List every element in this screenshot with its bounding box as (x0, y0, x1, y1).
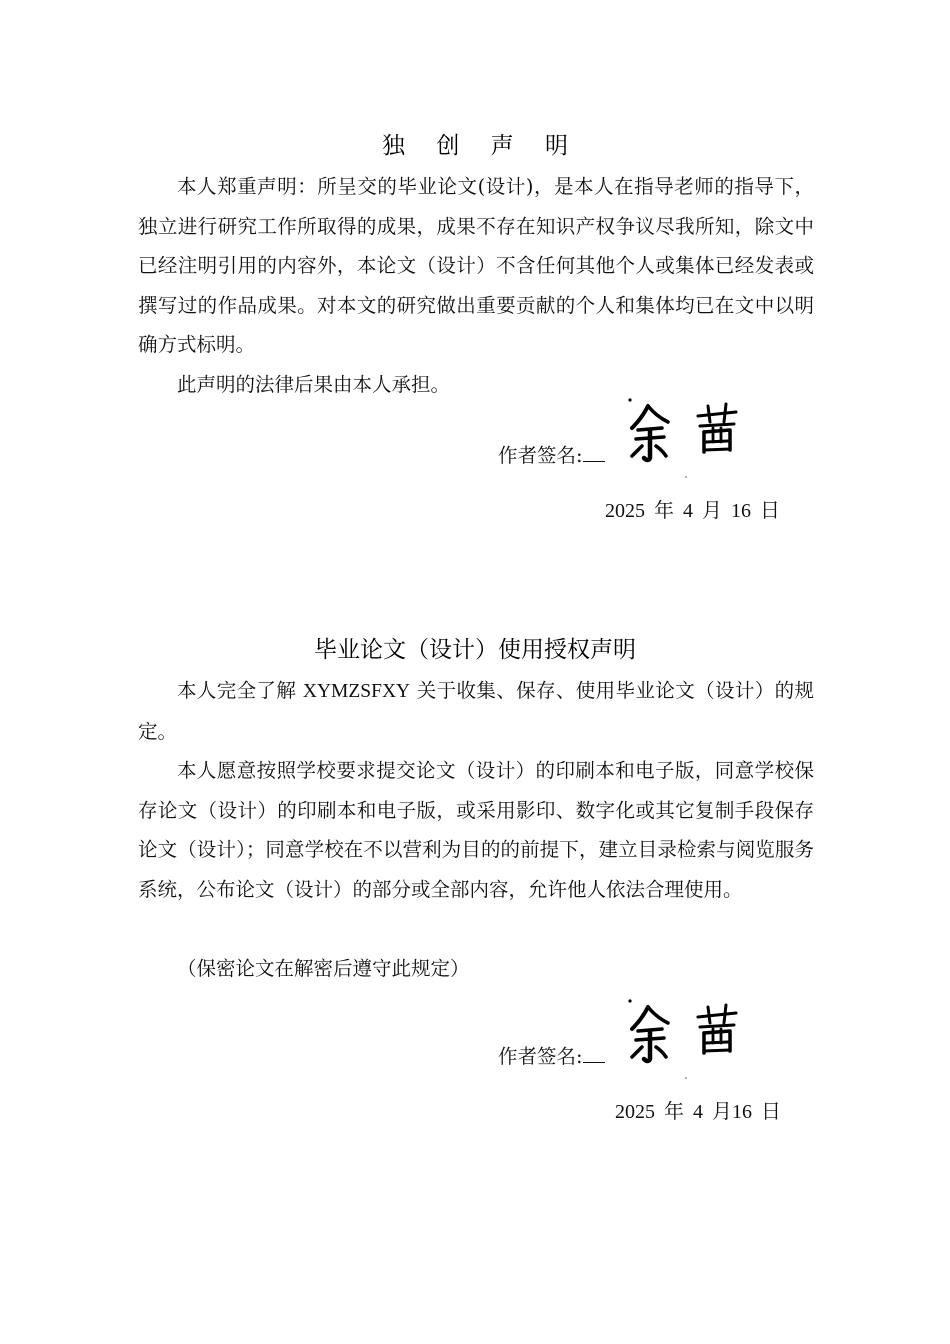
date-month: 4 (693, 1101, 703, 1123)
authorization-title: 毕业论文（设计）使用授权声明 (314, 637, 636, 663)
date-month: 4 (683, 500, 693, 522)
date-year: 2025 (615, 1101, 655, 1123)
date-day-unit: 日 (761, 1099, 781, 1123)
date-year-unit: 年 (654, 498, 674, 522)
date-year-unit: 年 (664, 1099, 684, 1123)
date-day: 16 (731, 500, 751, 522)
declaration-date (605, 495, 780, 526)
signature-underline (583, 1044, 605, 1063)
date-day: 16 (732, 1101, 752, 1123)
declaration-signature-line (498, 441, 605, 471)
date-day-unit: 日 (760, 498, 780, 522)
authorization-paragraph-3: （保密论文在解密后遵守此规定） (177, 957, 470, 980)
signature-label: 作者签名: (498, 444, 583, 467)
date-month-unit: 月 (702, 498, 722, 522)
authorization-signature-line (498, 1042, 605, 1072)
handwritten-signature (618, 993, 748, 1083)
authorization-date (615, 1096, 781, 1127)
declaration-paragraph-1: 本人郑重声明：所呈交的毕业论文(设计)，是本人在指导老师的指导下，独立进行研究工作所取得的成果，成果不存在知识产权争议尽我所知，除文中已经注明引用的内容外，本论文（设计）不含任何其他个人或集体已经发表或撰写过的作品成果。对本文的研究做出重要贡献的个人和集体均已在文中以明确方式标明。 (138, 175, 814, 356)
date-year: 2025 (605, 500, 645, 522)
signature-label: 作者签名: (498, 1045, 583, 1068)
authorization-paragraph-2: 本人愿意按照学校要求提交论文（设计）的印刷本和电子版，同意学校保存论文（设计）的印刷本和电子版，或采用影印、数字化或其它复制手段保存论文（设计）；同意学校在不以营利为目的的前提下，建立目录检索与阅览服务系统，公布论文（设计）的部分或全部内容，允许他人依法合理使用。 (138, 759, 814, 901)
paragraph-text: 关于收集、保存、使用毕业论文（设计）的规定。 (138, 679, 814, 743)
date-month-unit: 月 (712, 1099, 732, 1123)
handwritten-signature (618, 392, 748, 482)
declaration-title: 独 创 声 明 (382, 133, 580, 159)
declaration-paragraph-2: 此声明的法律后果由本人承担。 (177, 373, 451, 396)
authorization-paragraph-1 (138, 671, 814, 751)
paragraph-text: 本人完全了解 (177, 679, 303, 702)
signature-underline (583, 443, 605, 462)
school-code: XYMZSFXY (302, 681, 411, 702)
